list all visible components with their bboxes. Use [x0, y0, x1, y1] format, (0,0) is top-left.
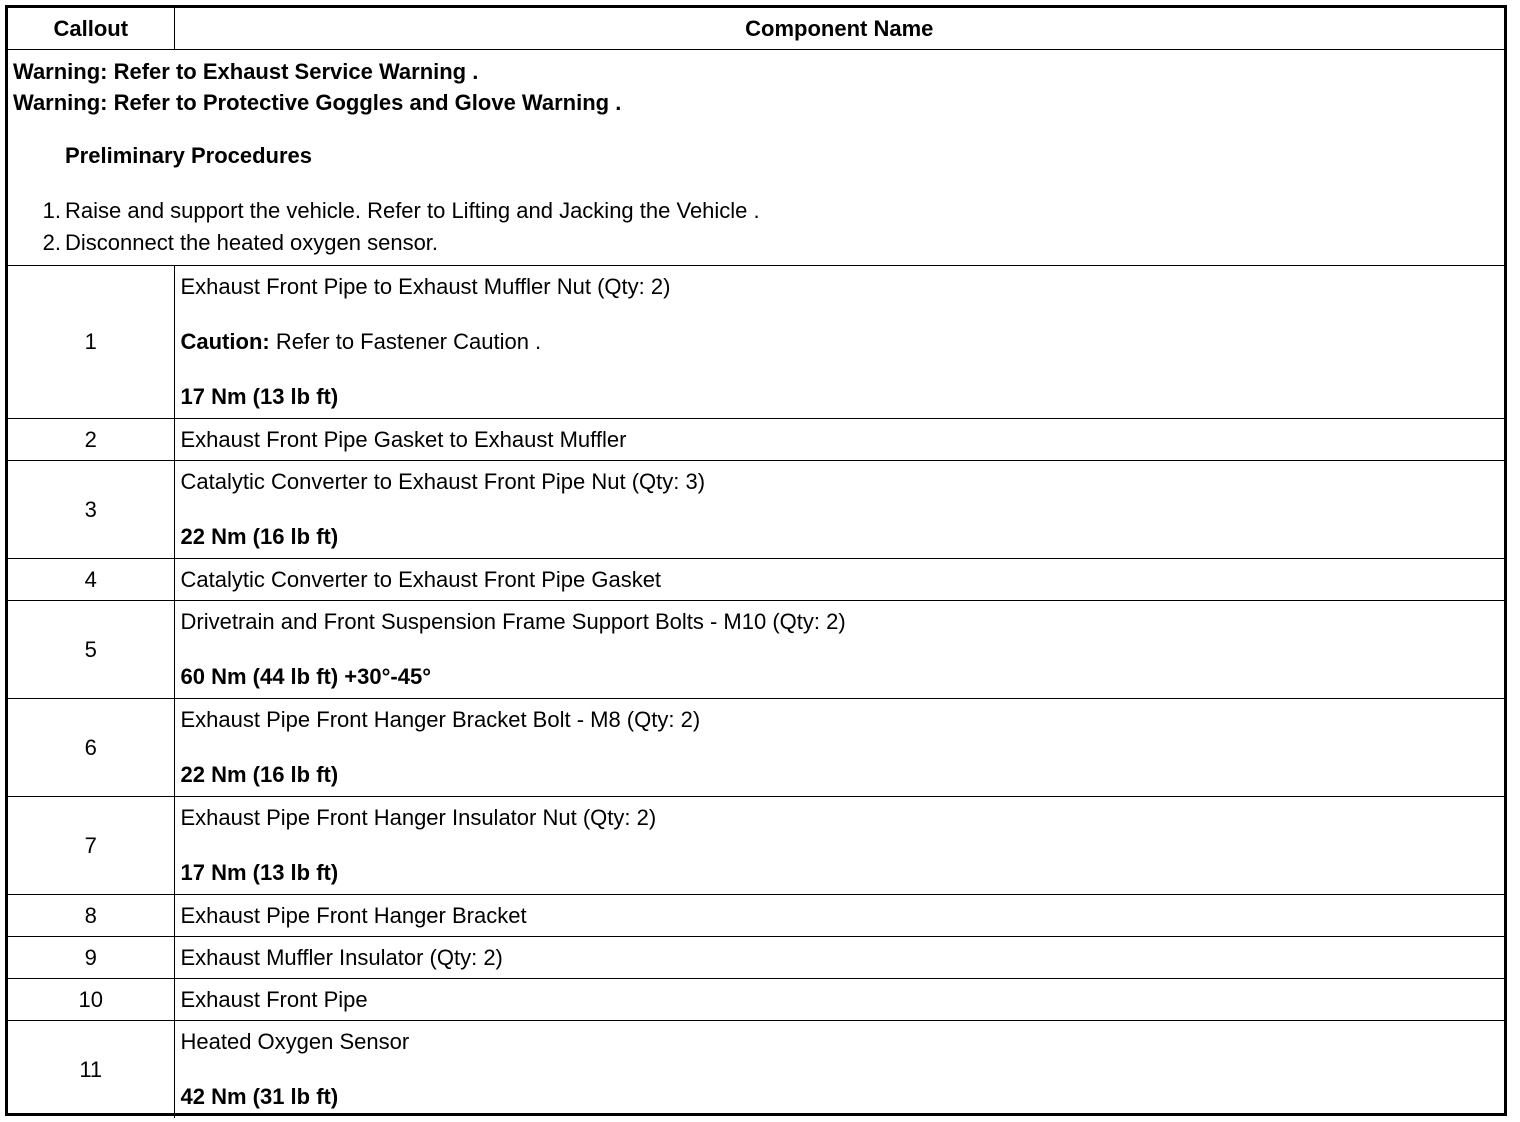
warning-exhaust-service[interactable]: Warning: Refer to Exhaust Service Warning .: [13, 59, 479, 84]
component-table: [8, 8, 1504, 1118]
table-row: [8, 979, 1504, 1021]
table-row: [8, 797, 1504, 895]
step-number: 1.: [42, 198, 61, 223]
component-cell: [174, 601, 1504, 699]
component-cell: [174, 797, 1504, 895]
step-text[interactable]: Raise and support the vehicle. Refer to Lifting and Jacking the Vehicle .: [65, 198, 760, 223]
table-row: [8, 1021, 1504, 1119]
table-row: [8, 699, 1504, 797]
component-name: Exhaust Muffler Insulator (Qty: 2): [174, 937, 1504, 979]
component-name: Exhaust Pipe Front Hanger Bracket: [174, 895, 1504, 937]
torque-spec: 22 Nm (16 lb ft): [180, 762, 339, 787]
list-item: [13, 195, 1504, 227]
step-text: Disconnect the heated oxygen sensor.: [65, 230, 439, 255]
caution-label: Caution:: [180, 329, 270, 354]
preliminary-row: [8, 50, 1504, 266]
table-row: [8, 266, 1504, 419]
table-header-row: [8, 8, 1504, 50]
preliminary-steps: [13, 195, 1504, 259]
callout-number: 10: [8, 979, 174, 1021]
callout-number: 11: [8, 1021, 174, 1119]
list-item: [13, 227, 1504, 259]
component-name: Exhaust Front Pipe: [174, 979, 1504, 1021]
component-name: Exhaust Pipe Front Hanger Insulator Nut (Qty: 2): [180, 805, 657, 830]
table-row: [8, 895, 1504, 937]
callout-number: 4: [8, 559, 174, 601]
table-row: [8, 937, 1504, 979]
table-row: [8, 559, 1504, 601]
component-name: Exhaust Pipe Front Hanger Bracket Bolt - M8 (Qty: 2): [180, 707, 701, 732]
torque-spec: 60 Nm (44 lb ft) +30°-45°: [180, 664, 432, 689]
component-cell: [174, 266, 1504, 419]
header-callout: Callout: [8, 8, 174, 50]
callout-number: 8: [8, 895, 174, 937]
component-name: Catalytic Converter to Exhaust Front Pipe Gasket: [174, 559, 1504, 601]
component-name: Exhaust Front Pipe Gasket to Exhaust Muffler: [174, 419, 1504, 461]
component-cell: [174, 1021, 1504, 1119]
callout-number: 6: [8, 699, 174, 797]
component-cell: [174, 461, 1504, 559]
step-number: 2.: [42, 230, 61, 255]
torque-spec: 22 Nm (16 lb ft): [180, 524, 339, 549]
callout-number: 3: [8, 461, 174, 559]
table-row: [8, 601, 1504, 699]
preliminary-heading: Preliminary Procedures: [65, 143, 313, 168]
component-name: Heated Oxygen Sensor: [180, 1029, 410, 1054]
component-cell: [174, 699, 1504, 797]
table-row: [8, 419, 1504, 461]
header-component-name: Component Name: [174, 8, 1504, 50]
caution-note: [181, 327, 1499, 357]
component-name: Exhaust Front Pipe to Exhaust Muffler Nut (Qty: 2): [180, 274, 671, 299]
component-name: Catalytic Converter to Exhaust Front Pipe Nut (Qty: 3): [180, 469, 706, 494]
callout-number: 5: [8, 601, 174, 699]
callout-number: 2: [8, 419, 174, 461]
torque-spec: 17 Nm (13 lb ft): [180, 384, 339, 409]
callout-number: 1: [8, 266, 174, 419]
callout-number: 7: [8, 797, 174, 895]
torque-spec: 17 Nm (13 lb ft): [180, 860, 339, 885]
torque-spec: 42 Nm (31 lb ft): [180, 1084, 339, 1109]
caution-text[interactable]: Refer to Fastener Caution .: [269, 329, 542, 354]
component-name: Drivetrain and Front Suspension Frame Support Bolts - M10 (Qty: 2): [180, 609, 846, 634]
callout-number: 9: [8, 937, 174, 979]
warning-goggles-gloves[interactable]: Warning: Refer to Protective Goggles and Glove Warning .: [13, 90, 622, 115]
table-row: [8, 461, 1504, 559]
component-table-frame: [5, 5, 1507, 1116]
preliminary-section: [8, 50, 1504, 266]
